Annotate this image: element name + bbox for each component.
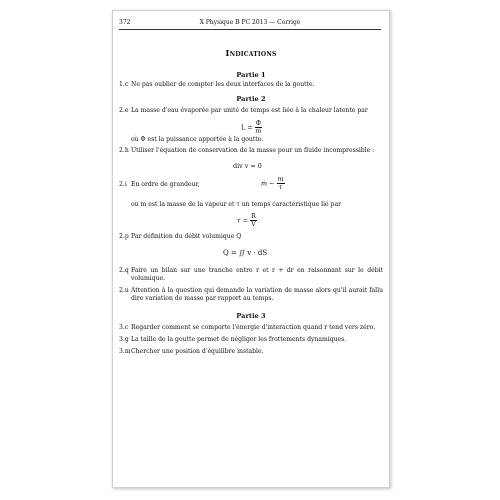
hint-label: 2.h [119,147,129,154]
hint-text: La taille de la goutte permet de négliger les frottements dynamiques. [131,336,347,343]
hint-label: 3.g [119,336,129,343]
hint-text: Par définition du débit volumique Q [131,233,242,240]
page-number: 372 [119,19,131,26]
hint-label: 2.q [119,267,129,274]
hint-text: La masse d'eau évaporée par unité de temps est liée à la chaleur latente par [131,107,368,114]
formula-den: ṁ [255,127,262,135]
hint-label: 1.c [119,81,129,88]
formula-latent-heat [241,120,262,135]
hint-text: Regarder comment se comporte l'énergie d'interaction quand r tend vers zéro. [131,324,376,331]
hint-label: 2.p [119,233,129,240]
part-3-heading: Partie 3 [236,312,266,320]
formula-den: V [251,220,256,228]
hint-text: Utiliser l'équation de conservation de la masse pour un fluide incompressible : [131,147,375,154]
hint-text: Ne pas oublier de compter les deux interfaces de la goutte. [131,81,315,88]
formula-lhs: L = [241,123,253,132]
formula-flux: Q = ∬ v · dS [223,249,268,257]
part-1-heading: Partie 1 [236,71,266,79]
formula-divergence: div v = 0 [233,162,262,170]
hint-2u [119,287,383,313]
formula-tau [237,213,257,228]
hint-label: 3.c [119,324,129,331]
hint-label: 2.i [119,181,127,188]
hint-2e-continuation: où Φ est la puissance apportée à la goutte. [131,136,264,143]
section-title: Indications [225,49,277,59]
hint-text: Attention à la question qui demande la variation de masse alors qu'il aurait fallu dire variation de masse par rapport au temps. [131,287,383,303]
running-title: X Physique B PC 2013 — Corrigé [199,19,301,26]
page-header [119,17,381,30]
hint-2i-continuation: où m est la masse de la vapeur et τ un temps caractéristique lié par [131,201,342,208]
formula-den: τ [278,183,283,191]
hint-text: Chercher une position d'équilibre instable. [131,348,264,355]
document-page [112,10,390,488]
hint-text: En ordre de grandeur, [131,181,200,188]
hint-label: 2.u [119,287,129,294]
hint-label: 3.m [119,348,131,355]
hint-label: 2.e [119,107,129,114]
part-2-heading: Partie 2 [236,95,266,103]
formula-lhs: ṁ ~ [261,179,275,188]
formula-lhs: τ = [237,216,248,225]
hint-2q [119,267,383,285]
formula-num: Φ [255,119,261,127]
formula-order [261,176,285,191]
formula-num: m [277,175,284,183]
formula-num: R [250,212,256,220]
hint-text: Faire un bilan sur une tranche entre r et r + dr en raisonnant sur le débit volumique. [131,267,383,283]
